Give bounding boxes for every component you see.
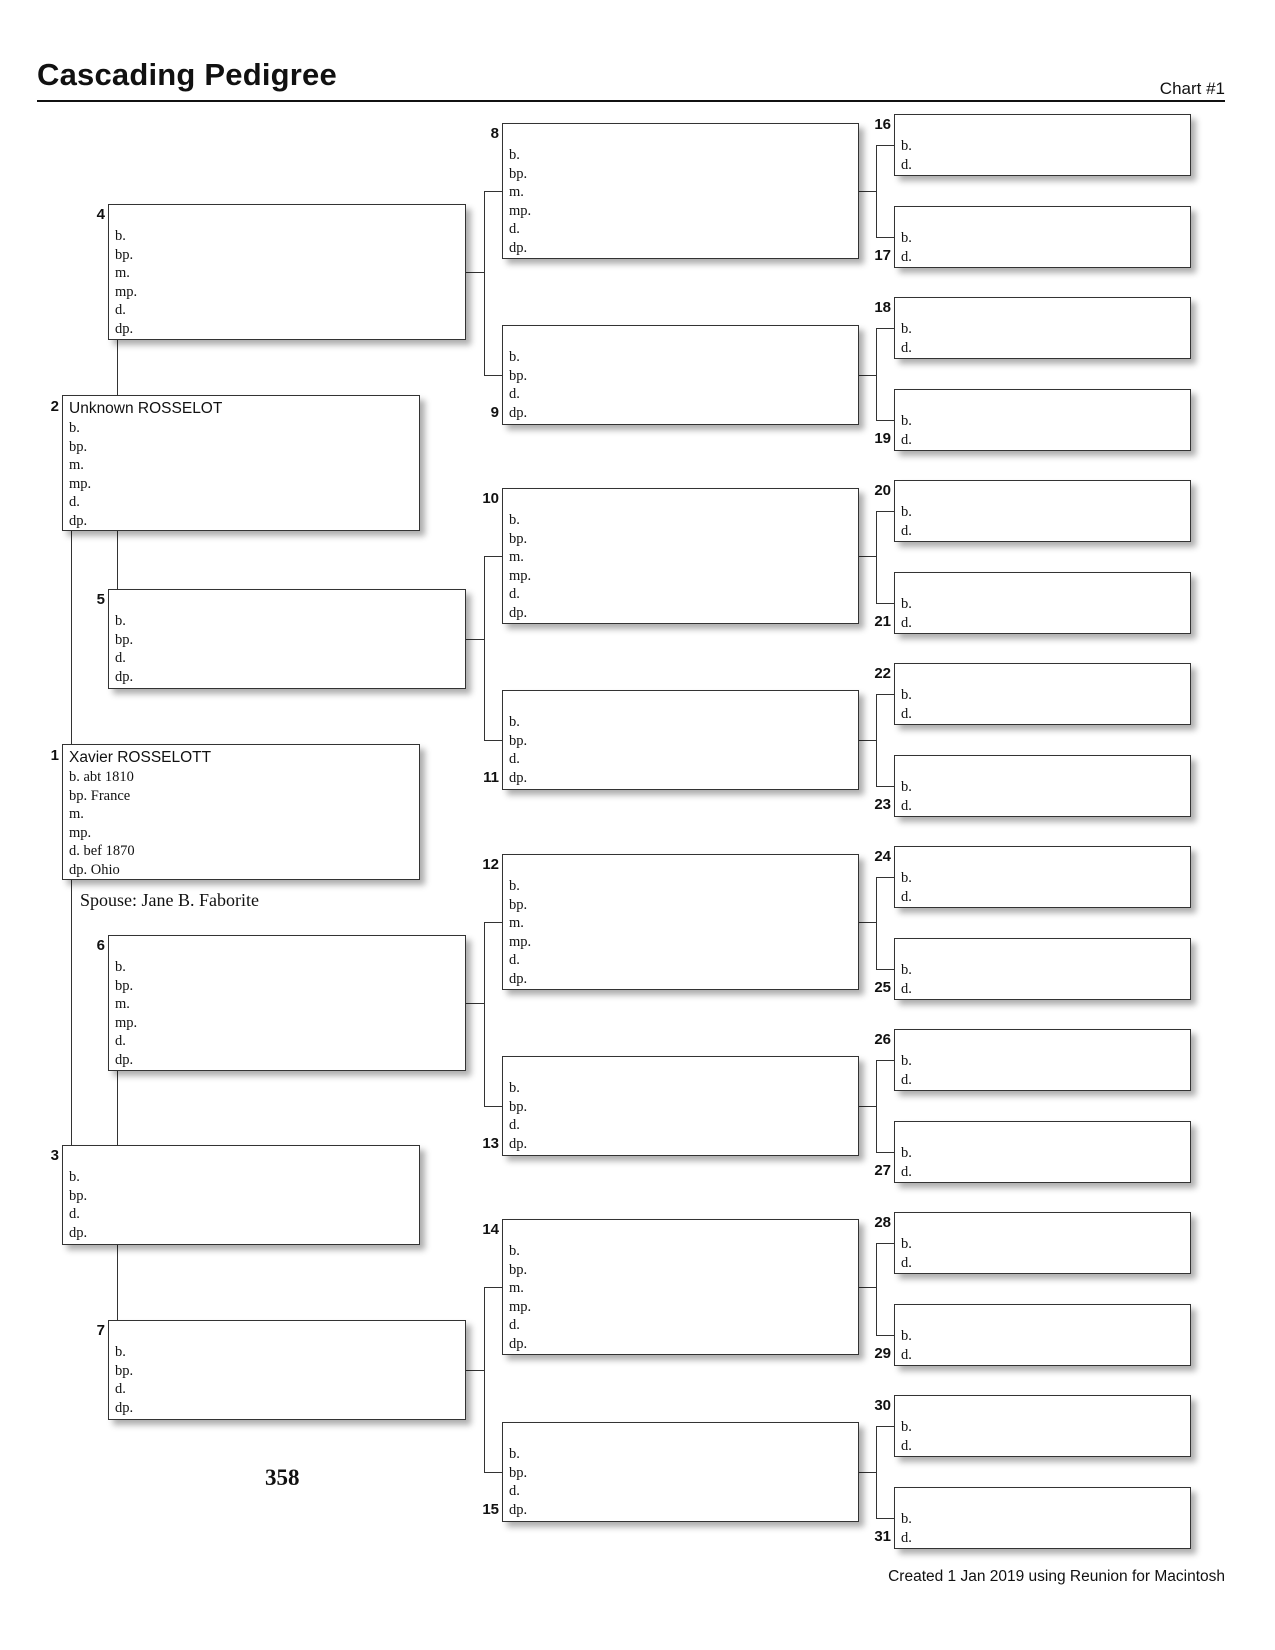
person-field: dp. Ohio	[69, 861, 120, 878]
person-number-31: 31	[874, 1528, 891, 1545]
person-field: dp.	[69, 1224, 88, 1241]
connector-5-father	[484, 556, 502, 557]
person-field: b.	[901, 321, 912, 337]
person-field: dp.	[115, 1399, 134, 1416]
person-field: d.	[509, 1483, 520, 1499]
connector-12-bracket	[876, 877, 877, 969]
person-field: d.	[901, 339, 912, 356]
person-field: dp.	[509, 1135, 528, 1152]
person-box-2	[62, 395, 420, 531]
connector-7-bracket	[484, 1287, 485, 1472]
person-field: m.	[509, 1280, 524, 1296]
connector-2-mother	[117, 531, 118, 589]
person-field: bp.	[509, 1464, 528, 1481]
connector-12-stub	[859, 922, 876, 923]
connector-15-father	[876, 1426, 894, 1427]
person-box-19	[894, 389, 1191, 451]
person-field: dp.	[509, 1335, 528, 1352]
person-field: bp.	[115, 246, 134, 263]
person-box-13	[502, 1056, 859, 1156]
person-number-16: 16	[874, 116, 891, 133]
person-field: d.	[69, 494, 80, 510]
person-box-29	[894, 1304, 1191, 1366]
person-number-22: 22	[874, 665, 891, 682]
connector-9-bracket	[876, 328, 877, 420]
connector-6-mother	[484, 1106, 502, 1107]
person-field: b.	[901, 596, 912, 612]
person-field: d.	[901, 705, 912, 722]
connector-12-father	[876, 877, 894, 878]
connector-8-mother	[876, 237, 894, 238]
person-field: d.	[509, 386, 520, 402]
connector-12-mother	[876, 969, 894, 970]
person-field: b.	[901, 962, 912, 978]
person-box-31	[894, 1487, 1191, 1549]
person-field: d.	[901, 1437, 912, 1454]
person-box-23	[894, 755, 1191, 817]
person-field: dp.	[509, 769, 528, 786]
person-number-20: 20	[874, 482, 891, 499]
person-number-17: 17	[874, 247, 891, 264]
person-field: m.	[509, 549, 524, 565]
connector-8-bracket	[876, 145, 877, 237]
chart-number: Chart #1	[1159, 79, 1225, 98]
person-field: d.	[509, 952, 520, 968]
connector-7-mother	[484, 1472, 502, 1473]
person-field: d.	[509, 1317, 520, 1333]
person-field: b.	[901, 870, 912, 886]
connector-13-stub	[859, 1106, 876, 1107]
person-box-21	[894, 572, 1191, 634]
person-field: dp.	[509, 970, 528, 987]
person-box-1	[62, 744, 420, 880]
person-field: dp.	[509, 404, 528, 421]
person-field: b.	[901, 687, 912, 703]
person-box-26	[894, 1029, 1191, 1091]
person-field: bp.	[509, 1098, 528, 1115]
person-field: b.	[901, 504, 912, 520]
person-field: b.	[509, 714, 520, 730]
person-number-28: 28	[874, 1214, 891, 1231]
person-number-29: 29	[874, 1345, 891, 1362]
connector-4-stub	[466, 272, 484, 273]
connector-4-mother	[484, 375, 502, 376]
person-field: bp.	[509, 367, 528, 384]
connector-14-mother	[876, 1335, 894, 1336]
person-box-11	[502, 690, 859, 790]
connector-13-mother	[876, 1152, 894, 1153]
person-field: mp.	[509, 567, 532, 584]
person-number-15: 15	[482, 1501, 499, 1518]
person-number-14: 14	[482, 1221, 499, 1238]
person-box-8	[502, 123, 859, 259]
person-field: d. bef 1870	[69, 843, 135, 859]
connector-4-bracket	[484, 191, 485, 375]
person-number-9: 9	[490, 404, 499, 421]
person-box-4	[108, 204, 466, 340]
person-field: b.	[901, 1053, 912, 1069]
person-number-30: 30	[874, 1397, 891, 1414]
person-field: b.	[509, 1446, 520, 1462]
person-number-25: 25	[874, 979, 891, 996]
connector-9-stub	[859, 375, 876, 376]
connector-15-bracket	[876, 1426, 877, 1518]
connector-14-father	[876, 1243, 894, 1244]
person-field: m.	[69, 806, 84, 822]
person-number-26: 26	[874, 1031, 891, 1048]
person-name: Xavier ROSSELOTT	[69, 749, 212, 766]
person-field: b.	[69, 1169, 80, 1185]
person-box-12	[502, 854, 859, 990]
person-field: b.	[901, 1236, 912, 1252]
person-field: dp.	[69, 512, 88, 529]
person-number-6: 6	[96, 937, 105, 954]
connector-11-bracket	[876, 694, 877, 786]
person-field: b.	[509, 147, 520, 163]
person-field: d.	[901, 1254, 912, 1271]
person-number-21: 21	[874, 613, 891, 630]
connector-6-bracket	[484, 922, 485, 1106]
person-field: b.	[509, 349, 520, 365]
person-box-14	[502, 1219, 859, 1355]
person-name: Unknown ROSSELOT	[69, 400, 223, 417]
person-field: bp.	[509, 165, 528, 182]
connector-6-stub	[466, 1003, 484, 1004]
person-field: b.	[115, 228, 126, 244]
connector-3-mother	[117, 1245, 118, 1320]
person-field: mp.	[69, 824, 92, 841]
person-field: m.	[69, 457, 84, 473]
connector-10-mother	[876, 603, 894, 604]
connector-13-bracket	[876, 1060, 877, 1152]
person-field: b.	[901, 1145, 912, 1161]
person-field: bp.	[115, 977, 134, 994]
person-field: b.	[509, 1080, 520, 1096]
person-box-7	[108, 1320, 466, 1420]
person-box-27	[894, 1121, 1191, 1183]
person-field: m.	[115, 996, 130, 1012]
person-field: d.	[115, 1033, 126, 1049]
connector-8-father	[876, 145, 894, 146]
person-field: dp.	[509, 604, 528, 621]
person-field: mp.	[115, 283, 138, 300]
person-box-3	[62, 1145, 420, 1245]
person-field: b.	[115, 959, 126, 975]
connector-9-father	[876, 328, 894, 329]
person-field: dp.	[115, 320, 134, 337]
person-field: dp.	[115, 1051, 134, 1068]
person-box-30	[894, 1395, 1191, 1457]
person-box-24	[894, 846, 1191, 908]
person-field: b.	[115, 1344, 126, 1360]
person-number-2: 2	[50, 398, 59, 415]
person-field: d.	[115, 650, 126, 666]
connector-9-mother	[876, 420, 894, 421]
person-box-18	[894, 297, 1191, 359]
person-box-25	[894, 938, 1191, 1000]
person-box-10	[502, 488, 859, 624]
person-field: b. abt 1810	[69, 769, 134, 785]
person-box-28	[894, 1212, 1191, 1274]
person-field: dp.	[115, 668, 134, 685]
connector-4-father	[484, 191, 502, 192]
person-field: bp.	[69, 438, 88, 455]
connector-6-father	[484, 922, 502, 923]
person-number-18: 18	[874, 299, 891, 316]
person-field: d.	[115, 302, 126, 318]
person-field: d.	[509, 586, 520, 602]
person-box-15	[502, 1422, 859, 1522]
connector-5-bracket	[484, 556, 485, 740]
person-box-6	[108, 935, 466, 1071]
person-number-10: 10	[482, 490, 499, 507]
person-field: bp.	[509, 1261, 528, 1278]
person-box-17	[894, 206, 1191, 268]
person-field: b.	[115, 613, 126, 629]
person-field: bp.	[115, 1362, 134, 1379]
person-field: d.	[69, 1206, 80, 1222]
person-field: mp.	[509, 202, 532, 219]
person-number-12: 12	[482, 856, 499, 873]
connector-10-father	[876, 511, 894, 512]
person-number-5: 5	[96, 591, 105, 608]
title-rule	[37, 100, 1225, 102]
person-field: m.	[509, 915, 524, 931]
person-number-1: 1	[50, 747, 59, 764]
person-field: dp.	[509, 1501, 528, 1518]
person-field: d.	[901, 1071, 912, 1088]
person-field: bp.	[509, 530, 528, 547]
person-field: bp.	[509, 732, 528, 749]
person-field: b.	[901, 1419, 912, 1435]
person-field: b.	[509, 878, 520, 894]
person-number-11: 11	[483, 769, 499, 786]
person-field: b.	[901, 1511, 912, 1527]
person-field: m.	[509, 184, 524, 200]
person-field: d.	[509, 221, 520, 237]
person-number-19: 19	[874, 430, 891, 447]
person-field: bp.	[509, 896, 528, 913]
person-box-22	[894, 663, 1191, 725]
connector-7-father	[484, 1287, 502, 1288]
chart-title: Cascading Pedigree	[37, 57, 337, 92]
person-field: bp.	[115, 631, 134, 648]
person-field: d.	[509, 1117, 520, 1133]
person-field: d.	[901, 431, 912, 448]
person-field: d.	[115, 1381, 126, 1397]
person-field: b.	[901, 230, 912, 246]
person-field: d.	[901, 1163, 912, 1180]
person-field: d.	[901, 156, 912, 173]
person-number-13: 13	[482, 1135, 499, 1152]
person-field: mp.	[115, 1014, 138, 1031]
person-number-8: 8	[490, 125, 499, 142]
connector-3-father	[117, 1071, 118, 1145]
person-box-9	[502, 325, 859, 425]
connector-5-stub	[466, 639, 484, 640]
person-box-5	[108, 589, 466, 689]
connector-14-stub	[859, 1287, 876, 1288]
person-field: b.	[901, 1328, 912, 1344]
connector-15-stub	[859, 1472, 876, 1473]
connector-7-stub	[466, 1370, 484, 1371]
connector-11-mother	[876, 786, 894, 787]
connector-14-bracket	[876, 1243, 877, 1335]
person-field: d.	[901, 1529, 912, 1546]
connector-8-stub	[859, 191, 876, 192]
person-field: m.	[115, 265, 130, 281]
person-field: dp.	[509, 239, 528, 256]
person-field: d.	[901, 248, 912, 265]
connector-2-father	[117, 340, 118, 395]
connector-10-stub	[859, 556, 876, 557]
person-field: bp.	[69, 1187, 88, 1204]
person-field: mp.	[69, 475, 92, 492]
person-field: b.	[509, 512, 520, 528]
person-box-20	[894, 480, 1191, 542]
person-number-24: 24	[874, 848, 891, 865]
person-field: d.	[901, 614, 912, 631]
connector-11-stub	[859, 740, 876, 741]
person-number-27: 27	[874, 1162, 891, 1179]
person-field: d.	[901, 797, 912, 814]
person-field: d.	[509, 751, 520, 767]
person-number-23: 23	[874, 796, 891, 813]
person-number-7: 7	[96, 1322, 105, 1339]
person-field: mp.	[509, 933, 532, 950]
footer-credit: Created 1 Jan 2019 using Reunion for Macintosh	[888, 1568, 1225, 1585]
connector-11-father	[876, 694, 894, 695]
connector-5-mother	[484, 740, 502, 741]
person-field: d.	[901, 1346, 912, 1363]
person-field: mp.	[509, 1298, 532, 1315]
person-field: b.	[901, 779, 912, 795]
connector-13-father	[876, 1060, 894, 1061]
person-field: b.	[901, 138, 912, 154]
spouse-line: Spouse: Jane B. Faborite	[80, 890, 259, 910]
person-box-16	[894, 114, 1191, 176]
person-field: d.	[901, 980, 912, 997]
connector-15-mother	[876, 1518, 894, 1519]
person-field: d.	[901, 888, 912, 905]
person-field: b.	[901, 413, 912, 429]
person-field: bp. France	[69, 787, 131, 804]
person-field: b.	[509, 1243, 520, 1259]
person-number-3: 3	[50, 1147, 59, 1164]
person-number-4: 4	[96, 206, 105, 223]
page-number: 358	[265, 1465, 300, 1490]
connector-10-bracket	[876, 511, 877, 603]
person-field: d.	[901, 522, 912, 539]
person-field: b.	[69, 420, 80, 436]
